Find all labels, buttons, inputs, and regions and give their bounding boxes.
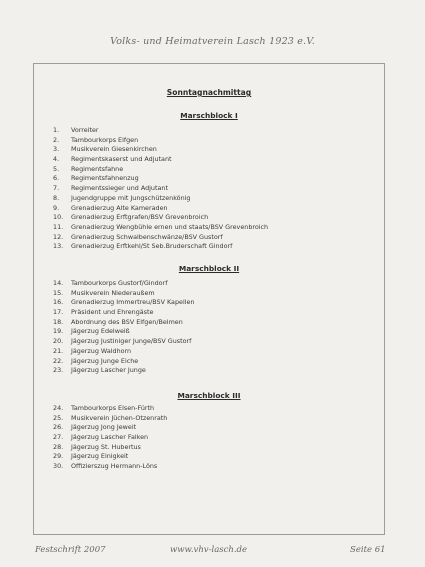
item-number: 21.	[53, 346, 64, 355]
item-text: Regimentssieger und Adjutant	[71, 184, 168, 193]
item-number: 19.	[53, 327, 64, 336]
item-text: Regimentsfahne	[71, 164, 124, 173]
item-text: Jägerzug Junge Eiche	[71, 356, 139, 365]
item-number: 22.	[53, 356, 64, 365]
item-number: 23.	[53, 366, 64, 375]
block-list-3	[53, 404, 167, 472]
item-text: Jugendgruppe mit Jungschützenkönig	[71, 193, 191, 202]
item-number: 8.	[53, 193, 60, 202]
item-text: Jägerzug Justiniger Junge/BSV Gustorf	[71, 337, 192, 346]
item-text: Regimentsfahnenzug	[71, 174, 139, 183]
list-item	[53, 462, 167, 472]
item-number: 26.	[53, 423, 64, 432]
item-text: Grenadierzug Erftkehl/St Seb.Bruderschaft Gindorf	[71, 242, 233, 251]
page-header: Volks- und Heimatverein Lasch 1923 e.V.	[110, 36, 315, 47]
item-number: 16.	[53, 298, 64, 307]
list-item	[53, 184, 268, 194]
list-item	[53, 404, 167, 414]
list-item	[53, 194, 268, 204]
list-item	[53, 327, 195, 337]
list-item	[53, 423, 167, 433]
list-item	[53, 318, 195, 328]
block-title-2: Marschblock II	[178, 264, 240, 273]
item-number: 1.	[53, 126, 60, 134]
item-number: 17.	[53, 308, 64, 317]
item-text: Jägerzug Lascher Junge	[71, 366, 146, 375]
footer-publication: Festschrift 2007	[35, 545, 106, 555]
list-item	[53, 233, 268, 243]
block-list-2	[53, 279, 195, 376]
item-text: Abordnung des BSV Elfgen/Belmen	[71, 317, 183, 326]
list-item	[53, 414, 167, 424]
item-number: 4.	[53, 155, 60, 164]
program-frame	[33, 63, 385, 535]
item-number: 6.	[53, 174, 60, 183]
item-text: Grenadierzug Erftgrafen/BSV Grevenbroich	[71, 213, 209, 222]
item-number: 30.	[53, 462, 64, 471]
item-number: 12.	[53, 232, 64, 241]
list-item	[53, 145, 268, 155]
list-item	[53, 357, 195, 367]
item-text: Jägerzug Lascher Falken	[71, 433, 149, 442]
list-item	[53, 289, 195, 299]
item-text: Jägerzug Jong Jeweit	[71, 423, 137, 432]
item-number: 11.	[53, 222, 64, 231]
item-number: 29.	[53, 452, 64, 461]
list-item	[53, 155, 268, 165]
item-text: Tambourkorps Elsen-Fürth	[71, 404, 155, 412]
item-text: Musikverein Niederaußem	[71, 288, 155, 297]
item-number: 13.	[53, 242, 64, 251]
item-number: 20.	[53, 337, 64, 346]
list-item	[53, 308, 195, 318]
item-number: 14.	[53, 279, 64, 287]
list-item	[53, 242, 268, 252]
list-item	[53, 204, 268, 214]
list-item	[53, 298, 195, 308]
list-item	[53, 337, 195, 347]
item-number: 3.	[53, 145, 60, 154]
footer-website: www.vhv-lasch.de	[170, 545, 248, 555]
item-text: Grenadierzug Schwalbenschwänze/BSV Gustorf	[71, 232, 223, 241]
program-title: Sonntagnachmittag	[166, 88, 252, 97]
list-item	[53, 165, 268, 175]
item-text: Jägerzug St. Hubertus	[71, 442, 141, 451]
block-title-3: Marschblock III	[177, 391, 241, 400]
list-item	[53, 366, 195, 376]
list-item	[53, 452, 167, 462]
list-item	[53, 433, 167, 443]
list-item	[53, 126, 268, 136]
item-text: Jägerzug Waldhorn	[71, 346, 132, 355]
list-item	[53, 213, 268, 223]
item-number: 25.	[53, 413, 64, 422]
list-item	[53, 279, 195, 289]
list-item	[53, 136, 268, 146]
item-text: Präsident und Ehrengäste	[71, 308, 154, 317]
item-number: 5.	[53, 164, 60, 173]
item-number: 27.	[53, 433, 64, 442]
item-number: 15.	[53, 288, 64, 297]
item-number: 9.	[53, 203, 60, 212]
item-number: 18.	[53, 317, 64, 326]
item-number: 7.	[53, 184, 60, 193]
item-text: Grenadierzug Wengbühle ernen und staats/BSV Grevenbroich	[71, 222, 269, 231]
list-item	[53, 347, 195, 357]
list-item	[53, 443, 167, 453]
item-text: Vorreiter	[71, 126, 99, 134]
item-number: 10.	[53, 213, 64, 222]
item-text: Jägerzug Einigkeit	[71, 452, 129, 461]
item-text: Offizierszug Hermann-Löns	[71, 462, 158, 471]
item-number: 24.	[53, 404, 64, 412]
list-item	[53, 174, 268, 184]
block-list-1	[53, 126, 268, 252]
item-number: 28.	[53, 442, 64, 451]
item-text: Musikverein Jüchen-Otzenrath	[71, 413, 168, 422]
item-text: Musikverein Giesenkirchen	[71, 145, 157, 154]
item-text: Jägerzug Edelweiß	[71, 327, 130, 336]
list-item	[53, 223, 268, 233]
footer-page-number: Seite 61	[350, 545, 386, 555]
item-number: 2.	[53, 135, 60, 144]
item-text: Tambourkorps Elfgen	[71, 135, 139, 144]
item-text: Grenadierzug Alte Kameraden	[71, 203, 168, 212]
item-text: Regimentskaserst und Adjutant	[71, 155, 172, 164]
item-text: Grenadierzug Immertreu/BSV Kapellen	[71, 298, 195, 307]
block-title-1: Marschblock I	[180, 111, 238, 120]
item-text: Tambourkorps Gustorf/Gindorf	[71, 279, 168, 287]
